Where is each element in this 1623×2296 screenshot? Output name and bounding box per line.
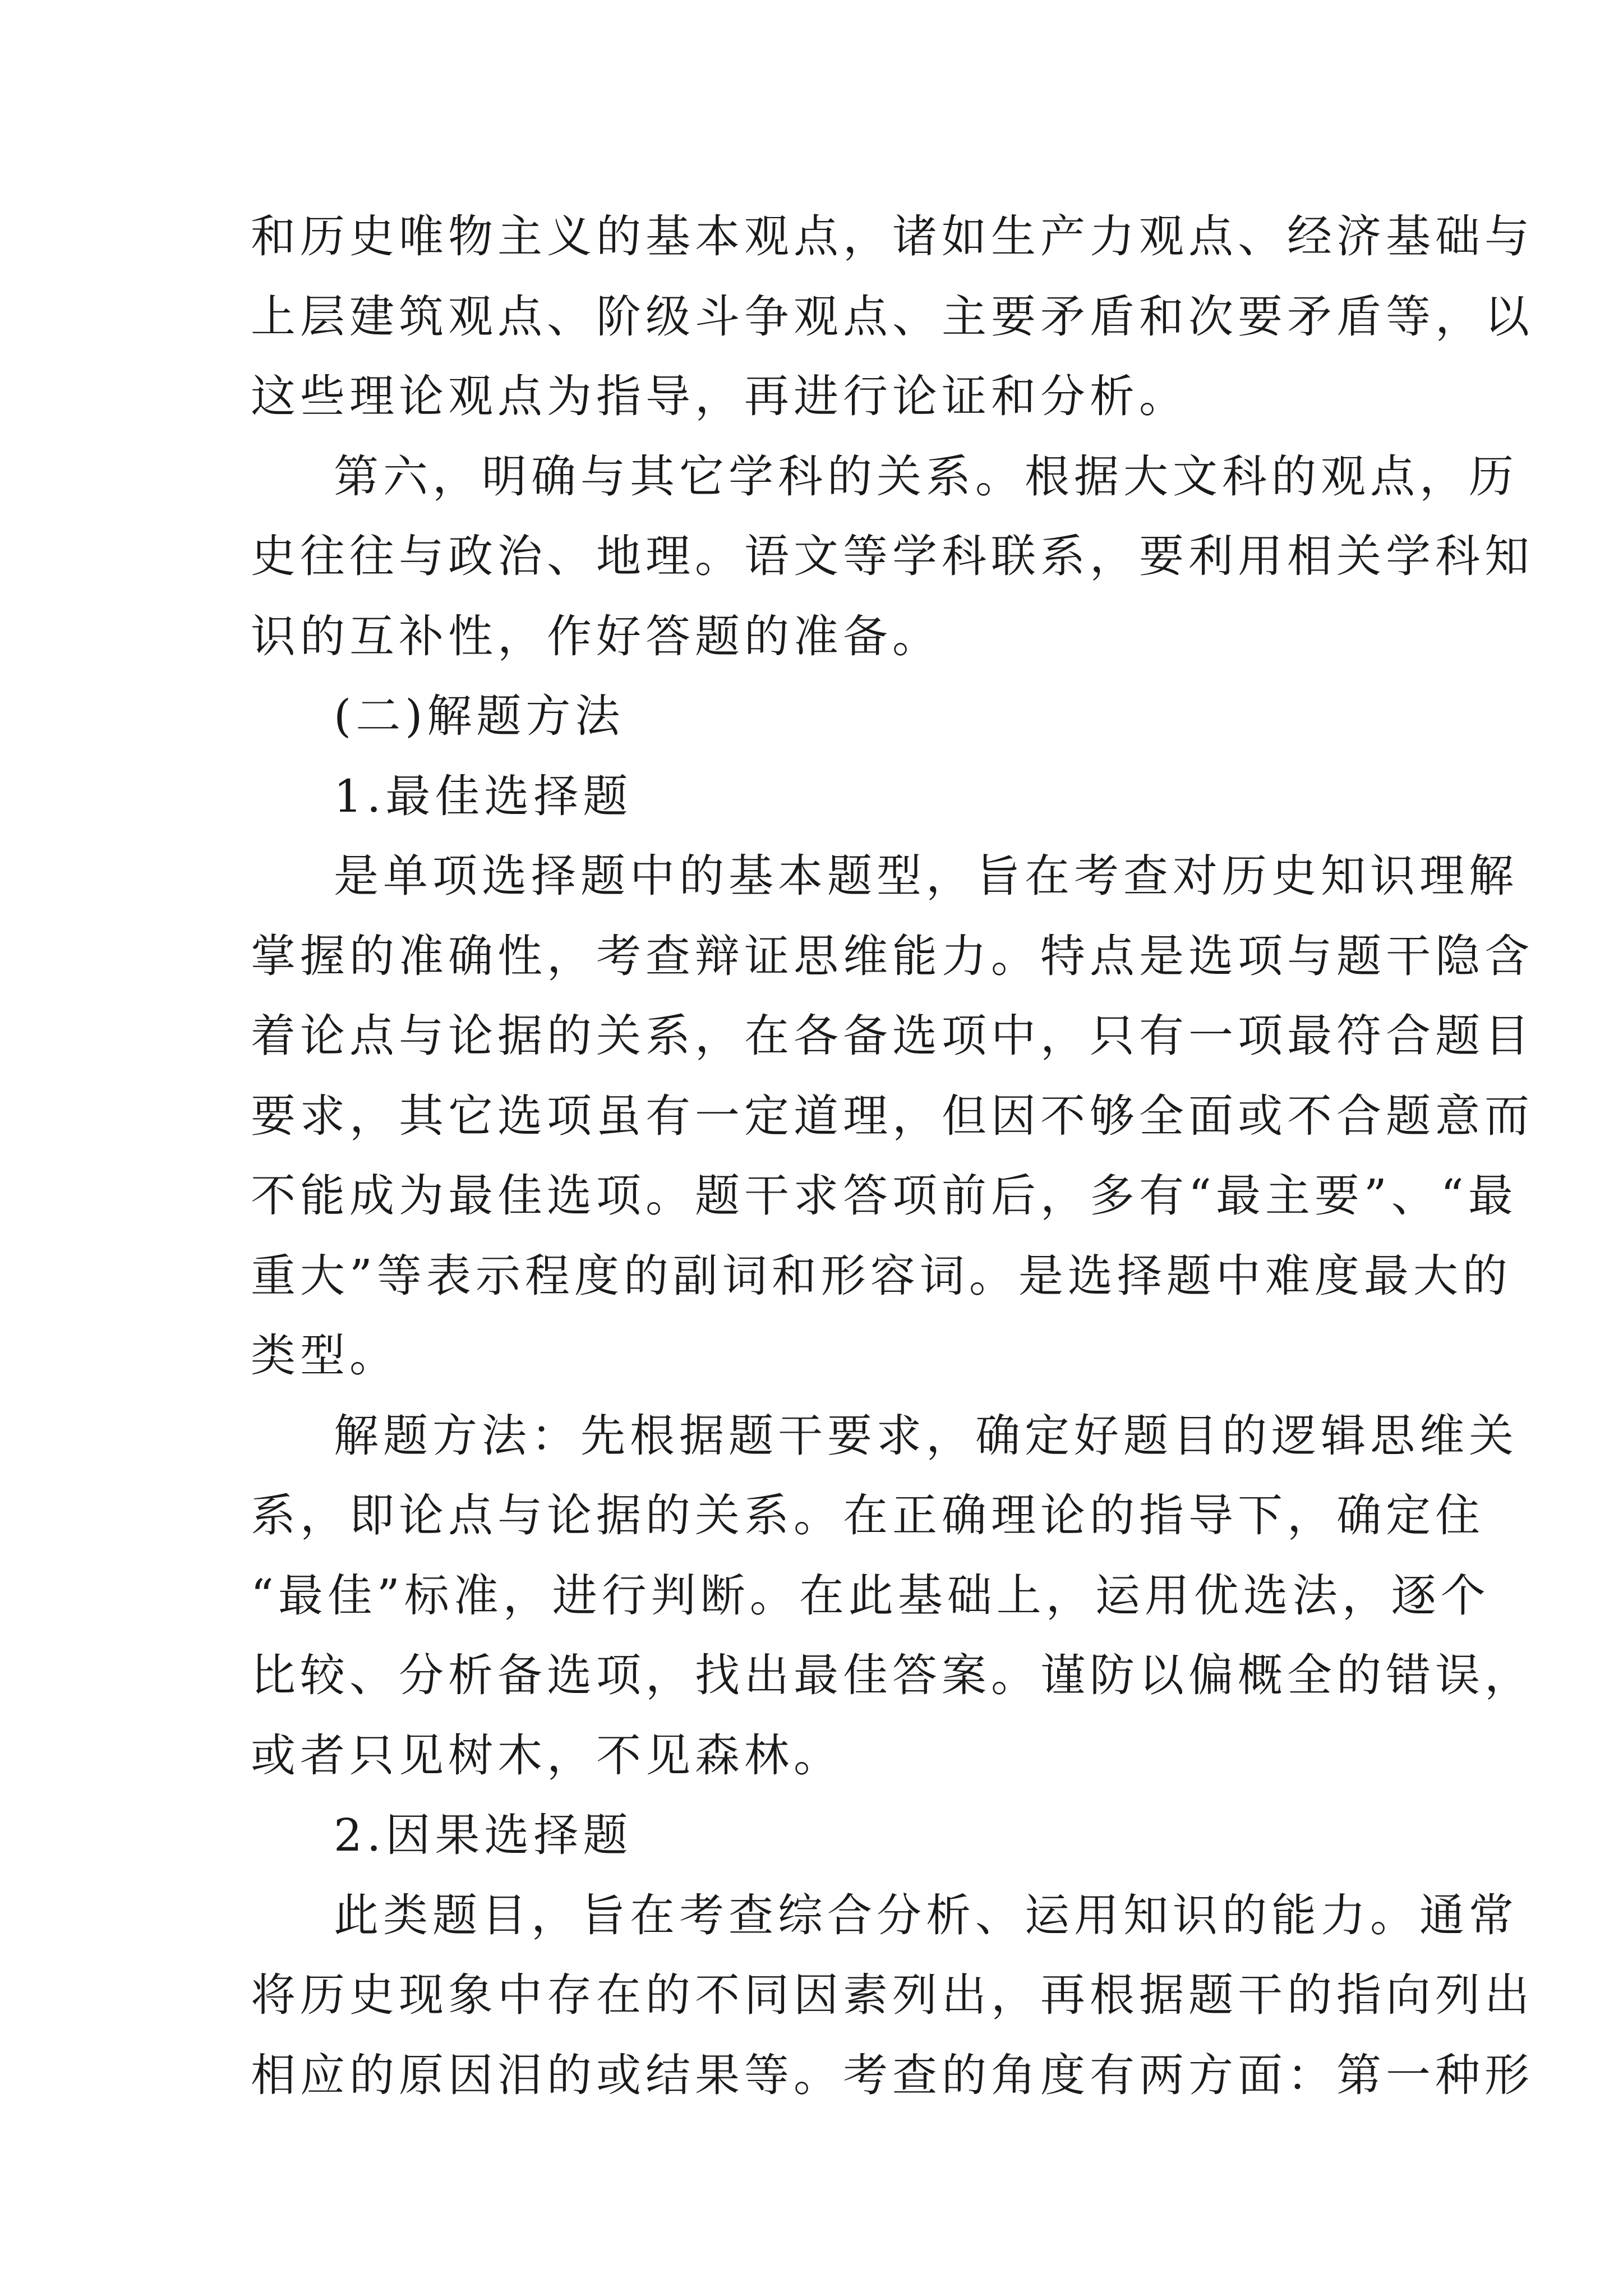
text-line: 要求，其它选项虽有一定道理，但因不够全面或不合题意而: [251, 1090, 1534, 1142]
paragraph-line: 解题方法：先根据题干要求，确定好题目的逻辑思维关: [334, 1410, 1518, 1462]
text-line: 掌握的准确性，考查辩证思维能力。特点是选项与题干隐含: [251, 930, 1534, 982]
paragraph-line: 是单项选择题中的基本题型，旨在考查对历史知识理解: [334, 850, 1518, 902]
section-heading: (二)解题方法: [334, 690, 625, 742]
paragraph-line: 第六，明确与其它学科的关系。根据大文科的观点，历: [334, 450, 1518, 503]
text-line: 着论点与论据的关系，在各备选项中，只有一项最符合题目: [251, 1010, 1534, 1062]
text-line: 和历史唯物主义的基本观点，诸如生产力观点、经济基础与: [251, 210, 1534, 263]
subsection-heading: 2.因果选择题: [334, 1809, 633, 1861]
text-line: 这些理论观点为指导，再进行论证和分析。: [251, 370, 1188, 422]
text-line: 相应的原因泪的或结果等。考查的角度有两方面：第一种形: [251, 2049, 1534, 2101]
text-line: 或者只见树木，不见森林。: [251, 1729, 843, 1782]
text-line: 将历史现象中存在的不同因素列出，再根据题干的指向列出: [251, 1969, 1534, 2021]
text-line: 识的互补性，作好答题的准备。: [251, 610, 942, 662]
text-line: “最佳”标准，进行判断。在此基础上，运用优选法，逐个: [251, 1570, 1490, 1622]
text-line: 比较、分析备选项，找出最佳答案。谨防以偏概全的错误，: [251, 1649, 1534, 1701]
text-line: 类型。: [251, 1329, 399, 1382]
paragraph-line: 此类题目，旨在考查综合分析、运用知识的能力。通常: [334, 1889, 1518, 1941]
text-line: 史往往与政治、地理。语文等学科联系，要利用相关学科知: [251, 530, 1534, 582]
text-line: 重大”等表示程度的副词和形容词。是选择题中难度最大的: [251, 1250, 1512, 1302]
text-line: 上层建筑观点、阶级斗争观点、主要矛盾和次要矛盾等，以: [251, 291, 1534, 343]
subsection-heading: 1.最佳选择题: [334, 770, 633, 822]
text-line: 不能成为最佳选项。题干求答项前后，多有“最主要”、“最: [251, 1170, 1518, 1222]
text-line: 系，即论点与论据的关系。在正确理论的指导下，确定住: [251, 1489, 1484, 1542]
